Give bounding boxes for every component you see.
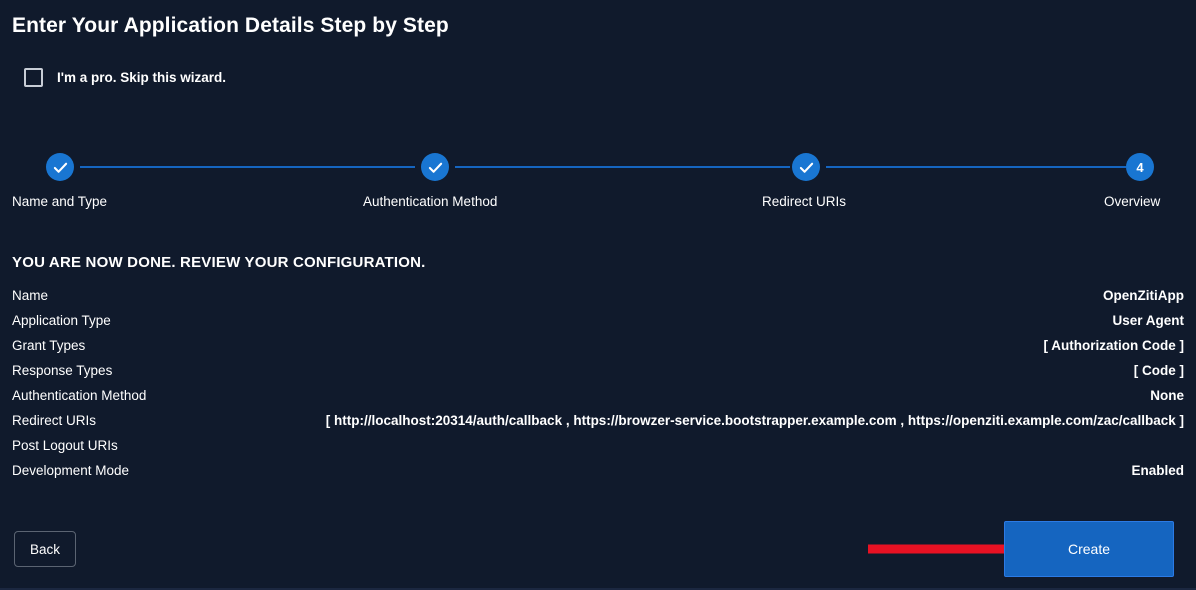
review-key: Name [12,288,49,303]
review-value: OpenZitiApp [1103,288,1184,303]
table-row [12,438,1184,463]
review-value: [ Authorization Code ] [1043,338,1184,353]
page-title: Enter Your Application Details Step by Step [12,14,449,37]
table-row [12,313,1184,338]
step-node-redirect-uris[interactable] [792,153,820,181]
table-row [12,288,1184,313]
skip-wizard-row [24,68,226,87]
table-row [12,338,1184,363]
review-heading: YOU ARE NOW DONE. REVIEW YOUR CONFIGURATION. [12,254,426,271]
skip-wizard-checkbox[interactable] [24,68,43,87]
wizard-stepper [0,150,1196,220]
review-value: None [1150,388,1184,403]
review-value: [ Code ] [1133,363,1184,378]
review-key: Application Type [12,313,111,328]
skip-wizard-label: I'm a pro. Skip this wizard. [57,70,226,85]
step-connector-3 [826,166,1126,168]
step-label-redirect-uris: Redirect URIs [762,194,847,209]
review-key: Post Logout URIs [12,438,118,453]
review-key: Authentication Method [12,388,147,403]
step-label-overview: Overview [1104,194,1161,209]
check-icon [799,160,814,175]
table-row [12,463,1184,488]
review-key: Redirect URIs [12,413,97,428]
step-label-name-and-type: Name and Type [12,194,108,209]
table-row [12,388,1184,413]
step-connector-2 [455,166,790,168]
check-icon [428,160,443,175]
table-row [12,413,1184,438]
review-key: Grant Types [12,338,86,353]
step-node-authentication-method[interactable] [421,153,449,181]
table-row [12,363,1184,388]
review-value: [ http://localhost:20314/auth/callback , https://browzer-service.bootstrapper.example.com , https://openziti.example.com/zac/callback ] [325,413,1184,428]
step-connector-1 [80,166,415,168]
review-key: Development Mode [12,463,130,478]
step-label-authentication-method: Authentication Method [363,194,498,209]
review-summary-table [12,288,1184,488]
check-icon [53,160,68,175]
create-button[interactable]: Create [1004,521,1174,577]
step-node-overview[interactable]: 4 [1126,153,1154,181]
review-key: Response Types [12,363,113,378]
step-node-name-and-type[interactable] [46,153,74,181]
back-button[interactable]: Back [14,531,76,567]
review-value: User Agent [1112,313,1184,328]
review-value: Enabled [1131,463,1184,478]
